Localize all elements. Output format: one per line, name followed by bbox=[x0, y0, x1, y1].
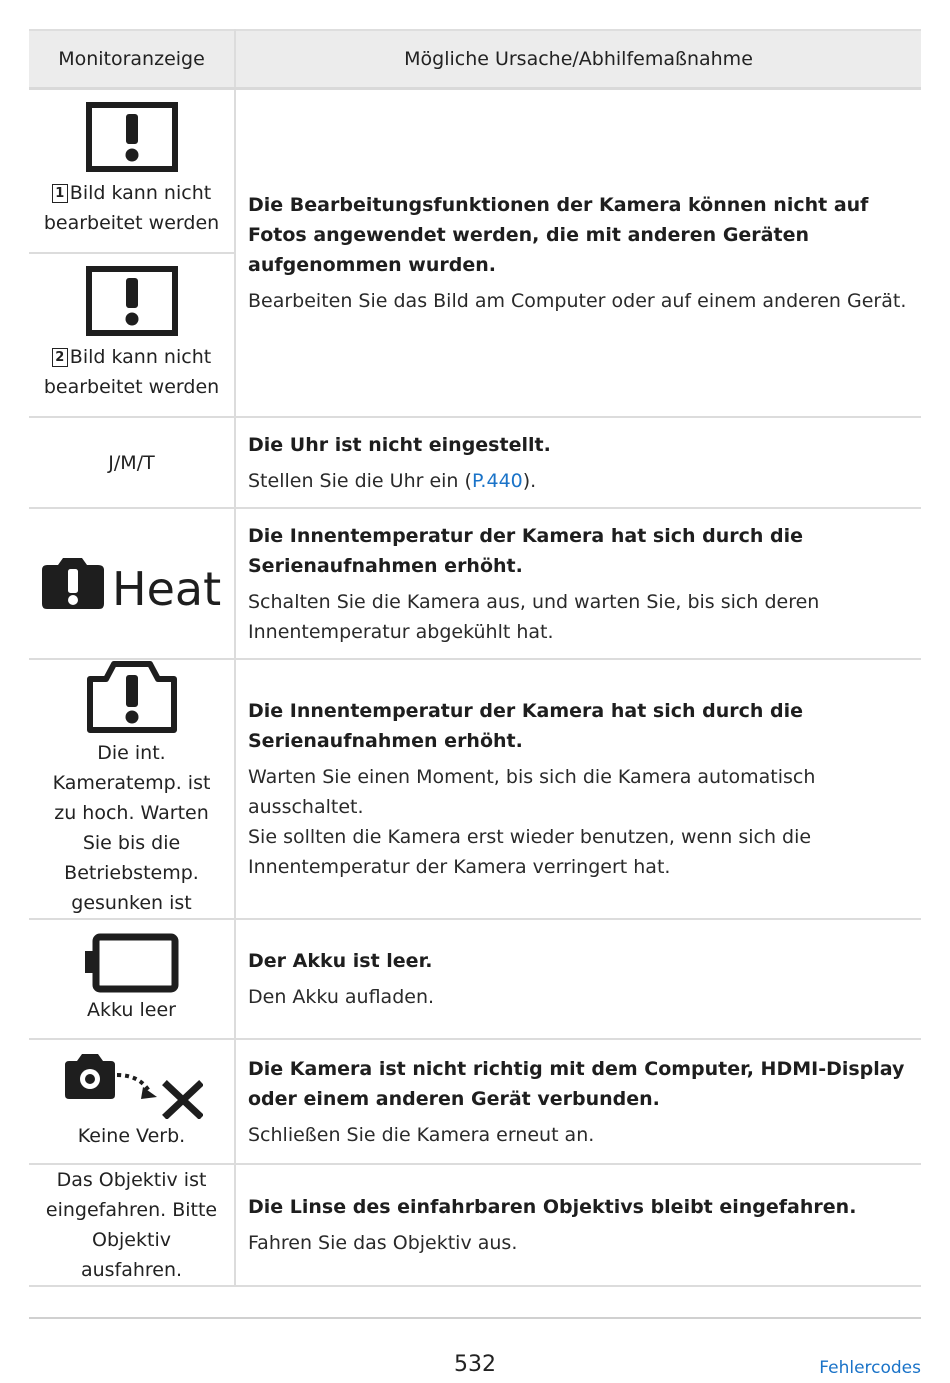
cause-cell bbox=[235, 1164, 921, 1286]
indicator-label: Keine Verb. bbox=[77, 1124, 186, 1147]
indicator-cell bbox=[29, 253, 235, 417]
header-monitor-display: Monitoranzeige bbox=[29, 30, 235, 89]
table-row bbox=[29, 919, 921, 1039]
indicator-cell bbox=[29, 1164, 235, 1286]
indicator-cell bbox=[29, 89, 235, 254]
header-cause-remedy: Mögliche Ursache/Abhilfemaßnahme bbox=[235, 30, 921, 89]
cause-cell bbox=[235, 1039, 921, 1164]
exclamation-frame-icon bbox=[86, 266, 178, 336]
cause-title: Die Uhr ist nicht eingestellt. bbox=[248, 433, 551, 456]
footer-divider bbox=[29, 1317, 921, 1319]
battery-empty-icon bbox=[85, 933, 179, 993]
cause-cell bbox=[235, 417, 921, 508]
table-row bbox=[29, 1039, 921, 1164]
indicator-cell bbox=[29, 417, 235, 508]
image-number-badge: 1 bbox=[52, 184, 68, 203]
cause-title: Die Innentemperatur der Kamera hat sich durch die Serienaufnahmen erhöht. bbox=[248, 700, 804, 752]
indicator-cell bbox=[29, 919, 235, 1039]
table-row bbox=[29, 659, 921, 919]
table-header-row bbox=[29, 30, 921, 89]
cause-title: Die Linse des einfahrbaren Objektivs bleibt eingefahren. bbox=[248, 1196, 857, 1218]
cause-remedy: Schalten Sie die Kamera aus, und warten Sie, bis sich deren Innentemperatur abgekühlt hat. bbox=[248, 590, 820, 643]
cause-title: Die Bearbeitungsfunktionen der Kamera können nicht auf Fotos angewendet werden, die mit anderen Geräten aufgenommen wurden. bbox=[248, 194, 869, 276]
indicator-label: Bild kann nicht bearbeitet werden bbox=[43, 182, 220, 234]
cause-title: Der Akku ist leer. bbox=[248, 950, 433, 972]
camera-exclamation-icon bbox=[86, 660, 178, 734]
table-row bbox=[29, 1164, 921, 1286]
cause-cell bbox=[235, 919, 921, 1039]
cause-title: Die Kamera ist nicht richtig mit dem Computer, HDMI-Display oder einem anderen Gerät verbunden. bbox=[248, 1057, 905, 1110]
cause-remedy: Bearbeiten Sie das Bild am Computer oder auf einem anderen Gerät. bbox=[248, 290, 907, 312]
table-row bbox=[29, 417, 921, 508]
indicator-label: Akku leer bbox=[87, 999, 176, 1021]
indicator-cell bbox=[29, 508, 235, 659]
cause-remedy: Warten Sie einen Moment, bis sich die Kamera automatisch ausschaltet. bbox=[248, 766, 816, 818]
exclamation-frame-icon bbox=[86, 102, 178, 172]
cause-remedy: Den Akku aufladen. bbox=[248, 986, 435, 1008]
error-code-table bbox=[29, 29, 921, 1287]
cause-remedy-note: Sie sollten die Kamera erst wieder benutzen, wenn sich die Innentemperatur der Kamera verringert hat. bbox=[248, 826, 812, 878]
indicator-label: Bild kann nicht bearbeitet werden bbox=[43, 346, 220, 398]
indicator-label: Die int. Kameratemp. ist zu hoch. Warten Sie bis die Betriebstemp. gesunken ist bbox=[52, 742, 211, 914]
camera-heat-warning-icon bbox=[40, 556, 224, 612]
page-number: 532 bbox=[454, 1352, 496, 1377]
indicator-cell bbox=[29, 1039, 235, 1164]
cause-remedy: Fahren Sie das Objektiv aus. bbox=[248, 1232, 518, 1254]
page-reference-link[interactable]: P.440 bbox=[471, 469, 523, 492]
table-row bbox=[29, 89, 921, 254]
cause-remedy: Stellen Sie die Uhr ein (P.440). bbox=[248, 469, 537, 492]
image-number-badge: 2 bbox=[52, 348, 68, 367]
section-link[interactable]: Fehlercodes bbox=[819, 1358, 921, 1378]
camera-no-connection-icon bbox=[61, 1053, 203, 1119]
table-row bbox=[29, 508, 921, 659]
cause-remedy: Schließen Sie die Kamera erneut an. bbox=[248, 1123, 595, 1146]
indicator-label: Das Objektiv ist eingefahren. Bitte Objektiv ausfahren. bbox=[45, 1169, 218, 1281]
indicator-cell bbox=[29, 659, 235, 919]
heat-icon-text: Heat bbox=[111, 561, 221, 612]
indicator-label: J/M/T bbox=[108, 451, 155, 474]
cause-cell bbox=[235, 89, 921, 418]
cause-cell bbox=[235, 508, 921, 659]
cause-title: Die Innentemperatur der Kamera hat sich durch die Serienaufnahmen erhöht. bbox=[248, 524, 804, 577]
cause-cell bbox=[235, 659, 921, 919]
